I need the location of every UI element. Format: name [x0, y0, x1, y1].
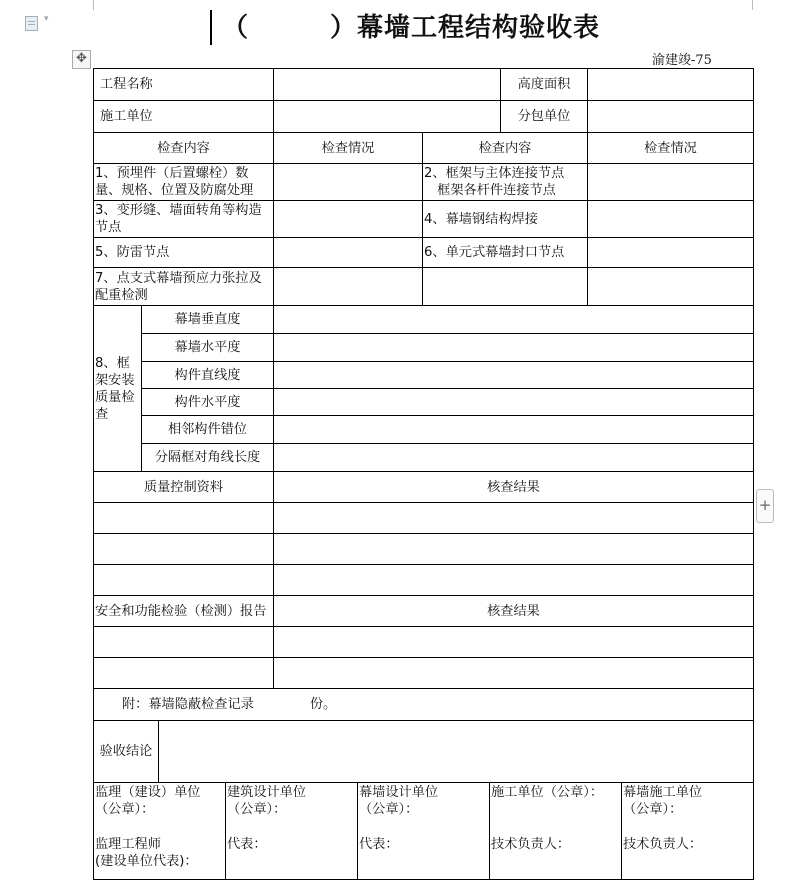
check-item: 3、变形缝、墙面转角等构造节点 [94, 201, 274, 238]
signature-unit: 建筑设计单位 （公章）： [227, 785, 307, 817]
check-status-cell[interactable] [274, 164, 423, 201]
frame-value-cell[interactable] [274, 334, 754, 362]
check-status-cell[interactable] [588, 201, 754, 238]
check-status-cell[interactable] [274, 268, 423, 306]
quality-record-cell[interactable] [94, 534, 274, 565]
check-item: 7、点支式幕墙预应力张拉及配重检测 [94, 268, 274, 306]
form-code: 渝建竣-75 [652, 53, 712, 68]
signature-unit: 监理（建设）单位 （公章）： [95, 785, 201, 817]
height-area-label: 高度面积 [501, 69, 588, 101]
frame-value-cell[interactable] [274, 416, 754, 444]
signature-person: 代表： [359, 837, 399, 852]
attachment-suffix: 份。 [309, 697, 337, 712]
quality-record-cell[interactable] [94, 503, 274, 534]
plus-icon[interactable]: + [756, 489, 774, 523]
frame-value-cell[interactable] [274, 306, 754, 334]
quality-record-cell[interactable] [94, 565, 274, 596]
frame-value-cell[interactable] [274, 362, 754, 389]
check-status-cell[interactable] [588, 238, 754, 268]
check-item: 2、框架与主体连接节点 框架各杆件连接节点 [423, 164, 588, 201]
quality-result-cell[interactable] [274, 503, 754, 534]
height-area-value[interactable] [588, 69, 754, 101]
check-status-cell[interactable] [588, 268, 754, 306]
frame-item: 构件水平度 [142, 389, 274, 416]
attachment-row [94, 689, 754, 721]
signature-cell-architecture[interactable] [226, 783, 358, 879]
check-item: 4、幕墙钢结构焊接 [423, 201, 588, 238]
quality-result-cell[interactable] [274, 534, 754, 565]
project-name-value[interactable] [274, 69, 501, 101]
conclusion-value[interactable] [159, 721, 753, 782]
safety-record-cell[interactable] [94, 627, 274, 658]
signature-person: 技术负责人： [491, 837, 571, 852]
check-item: 5、防雷节点 [94, 238, 274, 268]
signature-unit: 幕墙施工单位 （公章）： [623, 785, 703, 817]
conclusion-label: 验收结论 [94, 721, 159, 782]
quality-control-label: 质量控制资料 [94, 472, 274, 503]
safety-record-cell[interactable] [94, 658, 274, 689]
attachment-text: 附：幕墙隐蔽检查记录 [122, 697, 254, 712]
frame-quality-group-label: 8、框架安装质量检查 [94, 306, 142, 472]
check-item-empty [423, 268, 588, 306]
frame-item: 构件直线度 [142, 362, 274, 389]
frame-item: 幕墙垂直度 [142, 306, 274, 334]
acceptance-table [93, 68, 754, 880]
signature-cell-construction[interactable] [490, 783, 622, 879]
frame-item: 相邻构件错位 [142, 416, 274, 444]
quality-result-cell[interactable] [274, 565, 754, 596]
page-title: （ ）幕墙工程结构验收表 [222, 13, 601, 43]
frame-item: 分隔框对角线长度 [142, 444, 274, 472]
signature-cell-supervision[interactable] [94, 783, 226, 879]
document-icon[interactable] [25, 16, 38, 31]
subcontract-unit-label: 分包单位 [501, 101, 588, 133]
check-status-cell[interactable] [274, 238, 423, 268]
safety-result-cell[interactable] [274, 658, 754, 689]
check-status-cell[interactable] [274, 201, 423, 238]
chevron-down-icon[interactable]: ▾ [44, 14, 49, 24]
quality-result-header: 核查结果 [274, 472, 754, 503]
signature-person: 代表： [227, 837, 267, 852]
signature-person: 技术负责人： [623, 837, 703, 852]
frame-value-cell[interactable] [274, 389, 754, 416]
page-margin-right [752, 0, 753, 10]
text-cursor [210, 10, 212, 45]
signature-cell-curtain-construction[interactable] [622, 783, 753, 879]
check-status-header: 检查情况 [274, 133, 423, 164]
safety-result-header: 核查结果 [274, 596, 754, 627]
safety-report-label: 安全和功能检验（检测）报告 [94, 596, 274, 627]
page-margin-left [93, 0, 94, 10]
signature-person: 监理工程师 (建设单位代表)： [95, 837, 198, 869]
check-status-header-2: 检查情况 [588, 133, 754, 164]
check-content-header: 检查内容 [94, 133, 274, 164]
signature-unit: 施工单位（公章）： [491, 785, 604, 800]
check-item: 1、预埋件（后置螺栓）数量、规格、位置及防腐处理 [94, 164, 274, 201]
frame-item: 幕墙水平度 [142, 334, 274, 362]
construction-unit-value[interactable] [274, 101, 501, 133]
subcontract-unit-value[interactable] [588, 101, 754, 133]
signature-unit: 幕墙设计单位 （公章）： [359, 785, 439, 817]
conclusion-row [94, 721, 754, 783]
check-status-cell[interactable] [588, 164, 754, 201]
construction-unit-label: 施工单位 [94, 101, 274, 133]
signature-cell-curtain-design[interactable] [358, 783, 490, 879]
project-name-label: 工程名称 [94, 69, 274, 101]
safety-result-cell[interactable] [274, 627, 754, 658]
signature-row [94, 783, 754, 880]
check-content-header-2: 检查内容 [423, 133, 588, 164]
check-item: 6、单元式幕墙封口节点 [423, 238, 588, 268]
move-handle-icon[interactable]: ✥ [72, 50, 91, 69]
frame-value-cell[interactable] [274, 444, 754, 472]
